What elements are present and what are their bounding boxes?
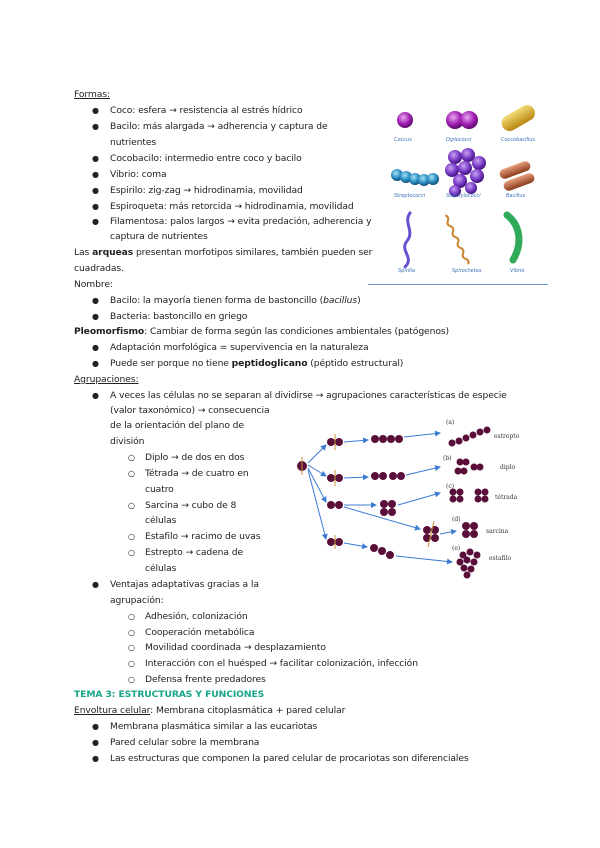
bacteria-shapes-figure bbox=[375, 95, 550, 280]
staphylococci-icon bbox=[445, 148, 486, 197]
sub-item: Defensa frente predadores bbox=[145, 674, 266, 685]
caption: Spirilla bbox=[398, 268, 416, 274]
coccobacillus-icon bbox=[499, 102, 538, 134]
bullet: ● bbox=[92, 343, 99, 352]
sub-item: Interacción con el huésped → facilitar colonización, infección bbox=[145, 658, 418, 669]
circle-bullet: ○ bbox=[128, 675, 135, 684]
list-item: Pared celular sobre la membrana bbox=[110, 737, 260, 748]
bullet: ● bbox=[92, 186, 99, 195]
list-item: Cocobacilo: intermedio entre coco y bacilo bbox=[110, 153, 302, 164]
circle-bullet: ○ bbox=[128, 453, 135, 462]
list-item: Membrana plasmática similar a las eucariotas bbox=[110, 721, 318, 732]
sub-item: Diplo → de dos en dos bbox=[145, 452, 245, 463]
list-item: Las estructuras que componen la pared celular de procariotas son diferenciales bbox=[110, 753, 469, 764]
list-item: Filamentosa: palos largos → evita predación, adherencia y bbox=[110, 216, 372, 227]
list-item-cont: de la orientación del plano de bbox=[110, 420, 244, 431]
nombre-heading: Nombre: bbox=[74, 279, 113, 290]
diagram-label: estafilo bbox=[489, 555, 512, 562]
circle-bullet: ○ bbox=[128, 532, 135, 541]
spirochetes-icon bbox=[444, 215, 470, 265]
bullet: ● bbox=[92, 738, 99, 747]
bullet: ● bbox=[92, 391, 99, 400]
vibrio-icon bbox=[507, 215, 519, 260]
list-item: Espirilo: zig-zag → hidrodinamia, movilidad bbox=[110, 185, 303, 196]
list-item: Adaptación morfológica = supervivencia en la naturaleza bbox=[110, 342, 369, 353]
circle-bullet: ○ bbox=[128, 628, 135, 637]
bullet: ● bbox=[92, 154, 99, 163]
sub-item: Sarcina → cubo de 8 bbox=[145, 500, 237, 511]
sub-item: Cooperación metabólica bbox=[145, 627, 255, 638]
formas-heading: Formas: bbox=[74, 89, 110, 100]
bullet: ● bbox=[92, 754, 99, 763]
list-item: A veces las células no se separan al dividirse → agrupaciones características de especie bbox=[110, 390, 507, 401]
diagram-label: estrepto bbox=[494, 433, 520, 440]
arqueas-line: Las arqueas presentan morfotipos similares, también pueden ser bbox=[74, 247, 373, 258]
sub-item: Estrepto → cadena de bbox=[145, 547, 244, 558]
caption: Coccobacillus bbox=[501, 137, 536, 143]
list-item: Ventajas adaptativas gracias a la bbox=[110, 579, 259, 590]
diagram-label: (b) bbox=[443, 455, 452, 462]
list-item-cont: división bbox=[110, 436, 145, 447]
list-item-cont: (valor taxonómico) → consecuencia bbox=[110, 405, 270, 416]
list-item-cont: agrupación: bbox=[110, 595, 164, 606]
caption: Bacillus bbox=[506, 193, 526, 199]
sub-item-cont: células bbox=[145, 515, 177, 526]
sub-item: Movilidad coordinada → desplazamiento bbox=[145, 642, 326, 653]
diagram-label: (c) bbox=[446, 483, 455, 490]
sub-item: Tétrada → de cuatro en bbox=[145, 468, 249, 479]
bullet: ● bbox=[92, 202, 99, 211]
streptococci-icon bbox=[391, 169, 439, 186]
diagram-label: (d) bbox=[452, 516, 461, 523]
caption: Streptococci bbox=[394, 193, 426, 199]
coccus-icon bbox=[397, 112, 413, 128]
list-item: Bacilo: la mayoría tienen forma de bastoncillo (bacillus) bbox=[110, 295, 361, 306]
bullet: ● bbox=[92, 722, 99, 731]
caption: Staphylococci bbox=[446, 193, 481, 199]
diagram-label: (e) bbox=[452, 545, 461, 552]
bullet: ● bbox=[92, 580, 99, 589]
list-item: Bacilo: más alargada → adherencia y captura de bbox=[110, 121, 328, 132]
caption: Vibrio bbox=[510, 268, 525, 274]
bullet: ● bbox=[92, 312, 99, 321]
list-item-cont: nutrientes bbox=[110, 137, 157, 148]
list-item-cont: captura de nutrientes bbox=[110, 231, 208, 242]
envoltura-line: Envoltura celular: Membrana citoplasmática + pared celular bbox=[74, 705, 346, 716]
bullet: ● bbox=[92, 106, 99, 115]
bacillus-icon bbox=[498, 160, 535, 192]
bullet: ● bbox=[92, 359, 99, 368]
circle-bullet: ○ bbox=[128, 469, 135, 478]
pleomorfismo-line: Pleomorfismo: Cambiar de forma según las condiciones ambientales (patógenos) bbox=[74, 326, 450, 337]
list-item: Espiroqueta: más retorcida → hidrodinamia, movilidad bbox=[110, 201, 354, 212]
agrupaciones-heading: Agrupaciones: bbox=[74, 374, 139, 385]
sub-item-cont: células bbox=[145, 563, 177, 574]
list-item: Puede ser porque no tiene peptidoglicano (péptido estructural) bbox=[110, 358, 404, 369]
diagram-label: tétrada bbox=[495, 494, 518, 501]
figure-underline bbox=[368, 284, 548, 285]
bullet: ● bbox=[92, 296, 99, 305]
circle-bullet: ○ bbox=[128, 548, 135, 557]
list-item: Vibrio: coma bbox=[110, 169, 167, 180]
spirilla-icon bbox=[405, 213, 410, 267]
circle-bullet: ○ bbox=[128, 612, 135, 621]
section-title: TEMA 3: ESTRUCTURAS Y FUNCIONES bbox=[74, 689, 265, 700]
sub-item: Adhesión, colonización bbox=[145, 611, 248, 622]
circle-bullet: ○ bbox=[128, 643, 135, 652]
diagram-label: sarcina bbox=[486, 528, 509, 535]
circle-bullet: ○ bbox=[128, 659, 135, 668]
sub-item-cont: cuatro bbox=[145, 484, 174, 495]
caption: Coccus bbox=[394, 137, 412, 143]
bullet: ● bbox=[92, 170, 99, 179]
diagram-label: diplo bbox=[500, 464, 516, 471]
bullet: ● bbox=[92, 122, 99, 131]
circle-bullet: ○ bbox=[128, 501, 135, 510]
caption: Spirochetes bbox=[452, 268, 482, 274]
list-item: Bacteria: bastoncillo en griego bbox=[110, 311, 248, 322]
bullet: ● bbox=[92, 217, 99, 226]
list-item: Coco: esfera → resistencia al estrés hídrico bbox=[110, 105, 303, 116]
diagram-label: (a) bbox=[446, 419, 455, 426]
arqueas-line2: cuadradas. bbox=[74, 263, 124, 274]
caption: Diplococci bbox=[446, 137, 472, 143]
sub-item: Estafilo → racimo de uvas bbox=[145, 531, 261, 542]
